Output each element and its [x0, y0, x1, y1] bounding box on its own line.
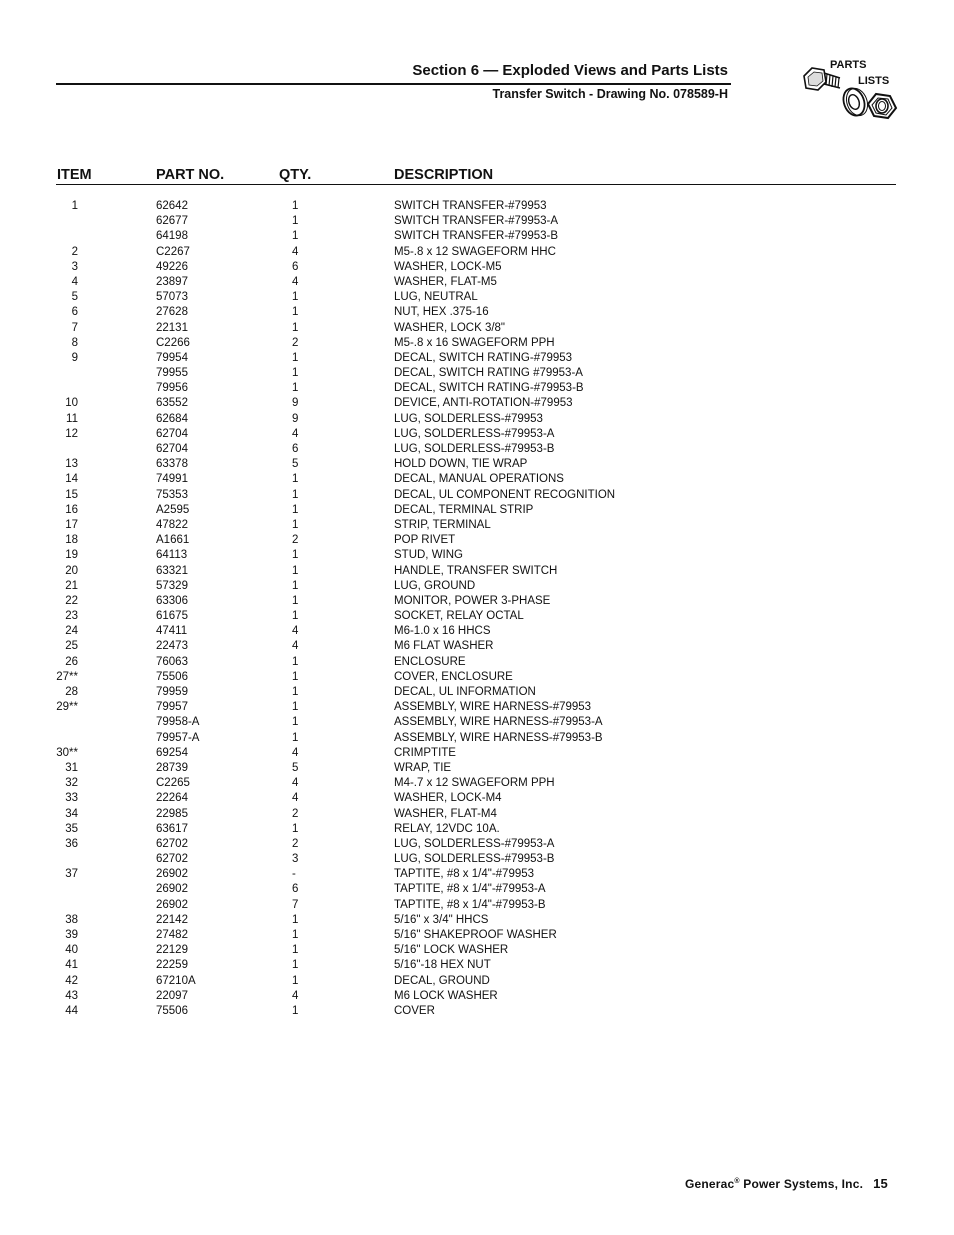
description: HANDLE, TRANSFER SWITCH: [394, 564, 558, 577]
footer-company-rest: Power Systems, Inc.: [739, 1177, 864, 1191]
table-row: [0, 457, 954, 472]
part-number: 26902: [156, 868, 188, 881]
part-number: 62704: [156, 443, 188, 455]
washer-icon: [840, 85, 871, 118]
item-number: 1: [71, 200, 78, 212]
quantity: 4: [292, 275, 299, 288]
quantity: 1: [292, 822, 299, 835]
table-row: [0, 731, 954, 746]
quantity: 6: [292, 443, 299, 455]
part-number: 64198: [156, 230, 188, 243]
item-number: 37: [65, 868, 78, 881]
quantity: 1: [292, 670, 299, 683]
part-number: 27482: [156, 929, 188, 941]
item-number: 40: [65, 944, 78, 957]
item-number: 21: [65, 579, 78, 592]
description: DEVICE, ANTI-ROTATION-#79953: [394, 397, 573, 410]
item-number: 18: [65, 534, 78, 547]
item-number: 24: [65, 625, 78, 638]
table-row: [0, 700, 954, 715]
part-number: 62704: [156, 427, 188, 440]
table-row: [0, 275, 954, 290]
table-row: [0, 852, 954, 867]
table-row: [0, 214, 954, 229]
description: TAPTITE, #8 x 1/4"-#79953-A: [394, 883, 546, 896]
description: WASHER, LOCK 3/8": [394, 321, 506, 334]
part-number: 63378: [156, 458, 188, 471]
description: WASHER, FLAT-M4: [394, 807, 497, 820]
item-number: 19: [65, 549, 78, 562]
description: SWITCH TRANSFER-#79953-B: [394, 230, 559, 243]
table-row: [0, 245, 954, 260]
table-row: [0, 503, 954, 518]
part-number: 57073: [156, 291, 188, 304]
quantity: 1: [292, 549, 299, 562]
nut-icon: [868, 94, 896, 118]
part-number: 26902: [156, 898, 188, 911]
item-number: 29**: [56, 701, 78, 714]
part-number: 27628: [156, 306, 188, 319]
part-number: 63321: [156, 564, 188, 577]
part-number: 74991: [156, 473, 188, 486]
description: DECAL, GROUND: [394, 974, 490, 987]
item-number: 28: [65, 686, 78, 698]
quantity: 1: [292, 731, 299, 744]
description: DECAL, MANUAL OPERATIONS: [394, 473, 564, 486]
part-number: 79957-A: [156, 731, 200, 744]
part-number: 49226: [156, 260, 188, 273]
item-number: 7: [71, 321, 78, 334]
description: NUT, HEX .375-16: [394, 306, 489, 319]
description: COVER: [394, 1004, 435, 1017]
part-number: 22985: [156, 807, 188, 820]
quantity: 1: [292, 594, 299, 607]
item-number: 34: [65, 807, 78, 820]
table-row: [0, 807, 954, 822]
description: CRIMPTITE: [394, 746, 456, 759]
table-row: [0, 913, 954, 928]
quantity: 1: [292, 230, 299, 243]
table-row: [0, 776, 954, 791]
description: LUG, SOLDERLESS-#79953-A: [394, 427, 555, 440]
quantity: 1: [292, 959, 299, 972]
table-row: [0, 746, 954, 761]
table-row: [0, 229, 954, 244]
item-number: 2: [71, 245, 78, 258]
quantity: 1: [292, 1004, 299, 1017]
table-row: [0, 427, 954, 442]
part-number: 22264: [156, 792, 188, 805]
part-number: 22129: [156, 944, 188, 957]
column-header-item: ITEM: [57, 167, 92, 183]
description: DECAL, TERMINAL STRIP: [394, 503, 534, 516]
column-header-description: DESCRIPTION: [394, 167, 494, 183]
item-number: 11: [66, 412, 78, 425]
item-number: 27**: [56, 670, 78, 683]
description: 5/16" LOCK WASHER: [394, 944, 509, 957]
table-row: [0, 564, 954, 579]
item-number: 42: [65, 974, 78, 987]
part-number: 76063: [156, 655, 188, 668]
part-number: 79956: [156, 382, 188, 395]
item-number: 10: [65, 397, 78, 410]
part-number: 64113: [156, 549, 188, 562]
part-number: 63552: [156, 397, 188, 410]
quantity: 2: [292, 837, 299, 850]
table-row: [0, 305, 954, 320]
description: LUG, SOLDERLESS-#79953-B: [394, 443, 555, 455]
quantity: 1: [292, 503, 299, 516]
table-row: [0, 1004, 954, 1019]
item-number: 43: [65, 989, 78, 1002]
column-header-part-no: PART NO.: [156, 167, 225, 183]
quantity: 1: [292, 655, 299, 668]
part-number: 22142: [156, 913, 188, 926]
part-number: 28739: [156, 761, 188, 774]
quantity: 9: [292, 397, 299, 410]
description: DECAL, SWITCH RATING-#79953-B: [394, 382, 584, 395]
table-row: [0, 472, 954, 487]
table-row: [0, 867, 954, 882]
item-number: 31: [65, 761, 78, 774]
quantity: 2: [292, 336, 299, 349]
quantity: 1: [292, 306, 299, 319]
description: WRAP, TIE: [394, 761, 452, 774]
part-number: 22097: [156, 989, 188, 1002]
description: M5-.8 x 12 SWAGEFORM HHC: [394, 245, 556, 258]
badge-lists-label: LISTS: [858, 75, 890, 87]
description: TAPTITE, #8 x 1/4"-#79953: [394, 868, 535, 881]
table-row: [0, 199, 954, 214]
quantity: 1: [292, 200, 299, 212]
quantity: 3: [292, 853, 299, 866]
quantity: 1: [292, 564, 299, 577]
badge-parts-label: PARTS: [830, 59, 867, 71]
quantity: 1: [292, 518, 299, 531]
table-row: [0, 655, 954, 670]
part-number: 63617: [156, 822, 188, 835]
quantity: 1: [292, 351, 299, 364]
description: M4-.7 x 12 SWAGEFORM PPH: [394, 777, 555, 790]
table-row: [0, 609, 954, 624]
description: WASHER, LOCK-M4: [394, 792, 502, 805]
section-title: Section 6 — Exploded Views and Parts Lists: [412, 62, 728, 79]
quantity: 4: [292, 989, 299, 1002]
quantity: 1: [292, 610, 299, 623]
item-number: 36: [65, 837, 78, 850]
item-number: 17: [65, 518, 78, 531]
description: WASHER, LOCK-M5: [394, 260, 502, 273]
description: ASSEMBLY, WIRE HARNESS-#79953: [394, 701, 592, 714]
part-number: 22473: [156, 640, 188, 653]
quantity: 5: [292, 458, 299, 471]
description: COVER, ENCLOSURE: [394, 670, 513, 683]
part-number: 79954: [156, 351, 188, 364]
table-row: [0, 943, 954, 958]
table-row: [0, 670, 954, 685]
parts-table-body: [0, 199, 954, 1019]
description: RELAY, 12VDC 10A.: [394, 822, 500, 835]
header-rule: [56, 83, 731, 85]
table-row: [0, 761, 954, 776]
quantity: 1: [292, 579, 299, 592]
quantity: 7: [292, 898, 299, 911]
item-number: 6: [71, 306, 78, 319]
item-number: 13: [65, 458, 78, 471]
part-number: 47411: [156, 625, 188, 638]
item-number: 30**: [56, 746, 78, 759]
part-number: C2265: [156, 777, 190, 790]
drawing-title: Transfer Switch - Drawing No. 078589-H: [492, 87, 728, 101]
item-number: 15: [65, 488, 78, 501]
quantity: 1: [292, 488, 299, 501]
table-row: [0, 882, 954, 897]
quantity: 1: [292, 473, 299, 486]
table-row: [0, 442, 954, 457]
table-row: [0, 715, 954, 730]
item-number: 8: [71, 336, 78, 349]
table-row: [0, 396, 954, 411]
part-number: C2266: [156, 336, 190, 349]
description: TAPTITE, #8 x 1/4"-#79953-B: [394, 898, 546, 911]
part-number: 62677: [156, 215, 188, 228]
quantity: 1: [292, 382, 299, 395]
item-number: 25: [65, 640, 78, 653]
part-number: 67210A: [156, 974, 196, 987]
item-number: 26: [65, 655, 78, 668]
description: LUG, NEUTRAL: [394, 291, 478, 304]
description: M6 FLAT WASHER: [394, 640, 494, 653]
registered-mark: ®: [734, 1178, 740, 1185]
table-row: [0, 260, 954, 275]
description: 5/16" SHAKEPROOF WASHER: [394, 929, 557, 941]
quantity: 2: [292, 534, 299, 547]
part-number: 62702: [156, 837, 188, 850]
part-number: 61675: [156, 610, 188, 623]
column-header-qty: QTY.: [279, 167, 312, 183]
quantity: 9: [292, 412, 299, 425]
description: WASHER, FLAT-M5: [394, 275, 497, 288]
part-number: 75506: [156, 1004, 188, 1017]
description: HOLD DOWN, TIE WRAP: [394, 458, 528, 471]
item-number: 32: [65, 777, 78, 790]
item-number: 35: [65, 822, 78, 835]
part-number: 63306: [156, 594, 188, 607]
table-row: [0, 594, 954, 609]
table-row: [0, 321, 954, 336]
description: LUG, SOLDERLESS-#79953-B: [394, 853, 555, 866]
description: ASSEMBLY, WIRE HARNESS-#79953-B: [394, 731, 603, 744]
part-number: A1661: [156, 534, 190, 547]
description: DECAL, SWITCH RATING-#79953: [394, 351, 573, 364]
quantity: 1: [292, 716, 299, 729]
quantity: 1: [292, 944, 299, 957]
quantity: 1: [292, 929, 299, 941]
quantity: 4: [292, 777, 299, 790]
description: 5/16"-18 HEX NUT: [394, 959, 491, 972]
table-row: [0, 381, 954, 396]
quantity: 1: [292, 291, 299, 304]
table-row: [0, 290, 954, 305]
item-number: 5: [71, 291, 78, 304]
item-number: 4: [71, 275, 78, 288]
item-number: 38: [65, 913, 78, 926]
table-row: [0, 685, 954, 700]
item-number: 14: [65, 473, 78, 486]
quantity: 1: [292, 686, 299, 698]
table-row: [0, 351, 954, 366]
description: SWITCH TRANSFER-#79953-A: [394, 215, 559, 228]
description: 5/16" x 3/4" HHCS: [394, 913, 489, 926]
item-number: 44: [65, 1004, 78, 1017]
part-number: 79958-A: [156, 716, 200, 729]
quantity: 5: [292, 761, 299, 774]
description: SWITCH TRANSFER-#79953: [394, 200, 547, 212]
table-row: [0, 336, 954, 351]
quantity: 1: [292, 913, 299, 926]
description: SOCKET, RELAY OCTAL: [394, 610, 524, 623]
table-row: [0, 639, 954, 654]
item-number: 33: [65, 792, 78, 805]
quantity: -: [292, 868, 296, 881]
table-row: [0, 533, 954, 548]
part-number: 47822: [156, 518, 188, 531]
item-number: 41: [65, 959, 78, 972]
table-row: [0, 928, 954, 943]
description: M5-.8 x 16 SWAGEFORM PPH: [394, 336, 555, 349]
quantity: 4: [292, 625, 299, 638]
part-number: 26902: [156, 883, 188, 896]
description: STRIP, TERMINAL: [394, 518, 491, 531]
table-row: [0, 366, 954, 381]
table-row: [0, 579, 954, 594]
part-number: 79957: [156, 701, 188, 714]
part-number: C2267: [156, 245, 190, 258]
page-number: 15: [873, 1176, 888, 1191]
quantity: 6: [292, 883, 299, 896]
table-rule: [56, 184, 896, 185]
page-footer: [685, 1176, 888, 1191]
table-row: [0, 548, 954, 563]
item-number: 22: [65, 594, 78, 607]
table-row: [0, 791, 954, 806]
quantity: 4: [292, 640, 299, 653]
description: LUG, GROUND: [394, 579, 476, 592]
bolt-icon: [804, 68, 840, 90]
table-row: [0, 412, 954, 427]
part-number: A2595: [156, 503, 190, 516]
table-row: [0, 898, 954, 913]
table-row: [0, 518, 954, 533]
part-number: 22131: [156, 321, 188, 334]
part-number: 75353: [156, 488, 188, 501]
table-row: [0, 837, 954, 852]
part-number: 23897: [156, 275, 188, 288]
quantity: 4: [292, 427, 299, 440]
quantity: 1: [292, 974, 299, 987]
table-row: [0, 488, 954, 503]
part-number: 62702: [156, 853, 188, 866]
description: LUG, SOLDERLESS-#79953: [394, 412, 543, 425]
description: MONITOR, POWER 3-PHASE: [394, 594, 551, 607]
table-row: [0, 958, 954, 973]
footer-company: Generac: [684, 1177, 735, 1191]
part-number: 69254: [156, 746, 188, 759]
description: POP RIVET: [394, 534, 456, 547]
description: ASSEMBLY, WIRE HARNESS-#79953-A: [394, 716, 603, 729]
description: DECAL, UL COMPONENT RECOGNITION: [394, 488, 616, 501]
part-number: 62642: [156, 200, 188, 212]
item-number: 3: [71, 260, 78, 273]
description: M6 LOCK WASHER: [394, 989, 498, 1002]
description: DECAL, UL INFORMATION: [394, 686, 536, 698]
part-number: 79955: [156, 367, 188, 380]
description: ENCLOSURE: [394, 655, 466, 668]
quantity: 1: [292, 215, 299, 228]
description: STUD, WING: [394, 549, 463, 562]
table-row: [0, 989, 954, 1004]
quantity: 1: [292, 321, 299, 334]
quantity: 4: [292, 792, 299, 805]
description: DECAL, SWITCH RATING #79953-A: [394, 367, 583, 380]
item-number: 39: [65, 929, 78, 941]
part-number: 57329: [156, 579, 188, 592]
item-number: 23: [65, 610, 78, 623]
part-number: 62684: [156, 412, 188, 425]
item-number: 20: [65, 564, 78, 577]
parts-lists-badge-icon: [800, 54, 900, 134]
description: M6-1.0 x 16 HHCS: [394, 625, 491, 638]
quantity: 4: [292, 245, 299, 258]
description: LUG, SOLDERLESS-#79953-A: [394, 837, 555, 850]
quantity: 6: [292, 260, 299, 273]
part-number: 75506: [156, 670, 188, 683]
item-number: 12: [65, 427, 78, 440]
quantity: 1: [292, 367, 299, 380]
item-number: 9: [71, 351, 78, 364]
table-row: [0, 624, 954, 639]
table-row: [0, 822, 954, 837]
quantity: 2: [292, 807, 299, 820]
quantity: 4: [292, 746, 299, 759]
part-number: 79959: [156, 686, 188, 698]
quantity: 1: [292, 701, 299, 714]
part-number: 22259: [156, 959, 188, 972]
item-number: 16: [65, 503, 78, 516]
table-row: [0, 974, 954, 989]
